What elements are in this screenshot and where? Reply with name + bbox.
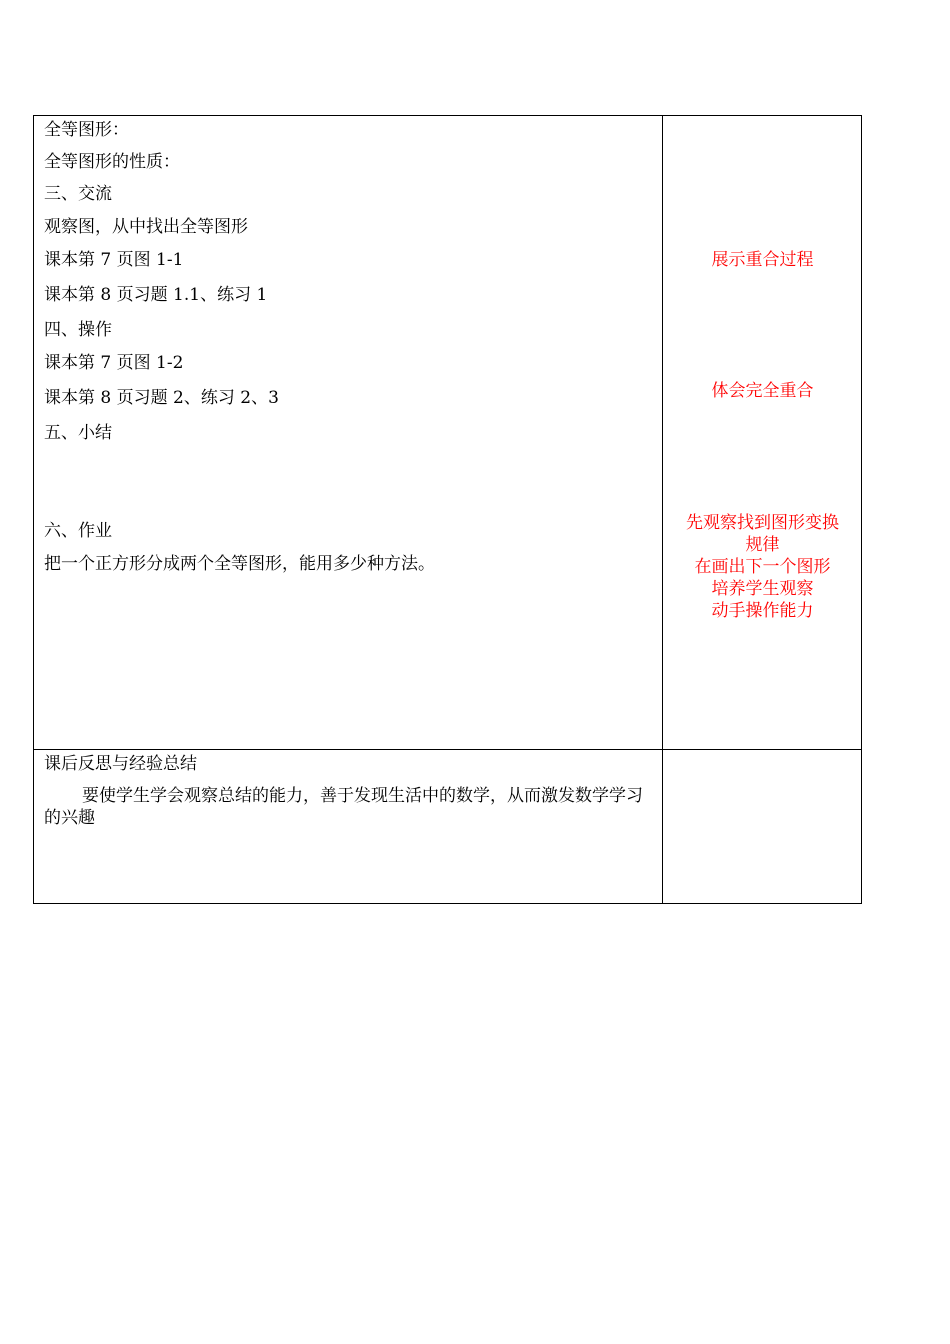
reflection-body: 要使学生学会观察总结的能力，善于发现生活中的数学，从而激发数学学习的兴趣 <box>44 786 643 828</box>
reflection-heading: 课后反思与经验总结 <box>44 754 197 774</box>
section-operation: 四、操作 <box>44 320 112 340</box>
note-show-overlap: 展示重合过程 <box>711 250 814 270</box>
line-congruent-properties: 全等图形的性质： <box>44 152 180 172</box>
note-line: 培养学生观察 <box>711 579 814 599</box>
line-congruent-figures: 全等图形： <box>44 120 129 140</box>
section-summary: 五、小结 <box>44 423 112 443</box>
note-line: 先观察找到图形变换 <box>686 513 839 533</box>
line-textbook-p8-ex1: 课本第 8 页习题 1.1、练习 1 <box>44 285 268 305</box>
section-homework: 六、作业 <box>44 521 112 541</box>
note-line: 规律 <box>745 535 780 555</box>
section-exchange: 三、交流 <box>44 184 112 204</box>
note-line: 在画出下一个图形 <box>694 557 831 577</box>
lesson-table <box>33 115 862 904</box>
line-textbook-p7-fig1-1: 课本第 7 页图 1-1 <box>44 250 184 270</box>
line-homework-task: 把一个正方形分成两个全等图形，能用多少种方法。 <box>44 554 435 574</box>
note-experience-overlap: 体会完全重合 <box>711 381 814 401</box>
column-divider <box>662 116 663 903</box>
line-textbook-p7-fig1-2: 课本第 7 页图 1-2 <box>44 353 184 373</box>
line-observe: 观察图，从中找出全等图形 <box>44 217 248 237</box>
note-observe-pattern <box>664 512 861 622</box>
row-divider <box>34 749 861 750</box>
note-line: 动手操作能力 <box>711 601 814 621</box>
line-textbook-p8-ex2: 课本第 8 页习题 2、练习 2、3 <box>44 388 279 408</box>
